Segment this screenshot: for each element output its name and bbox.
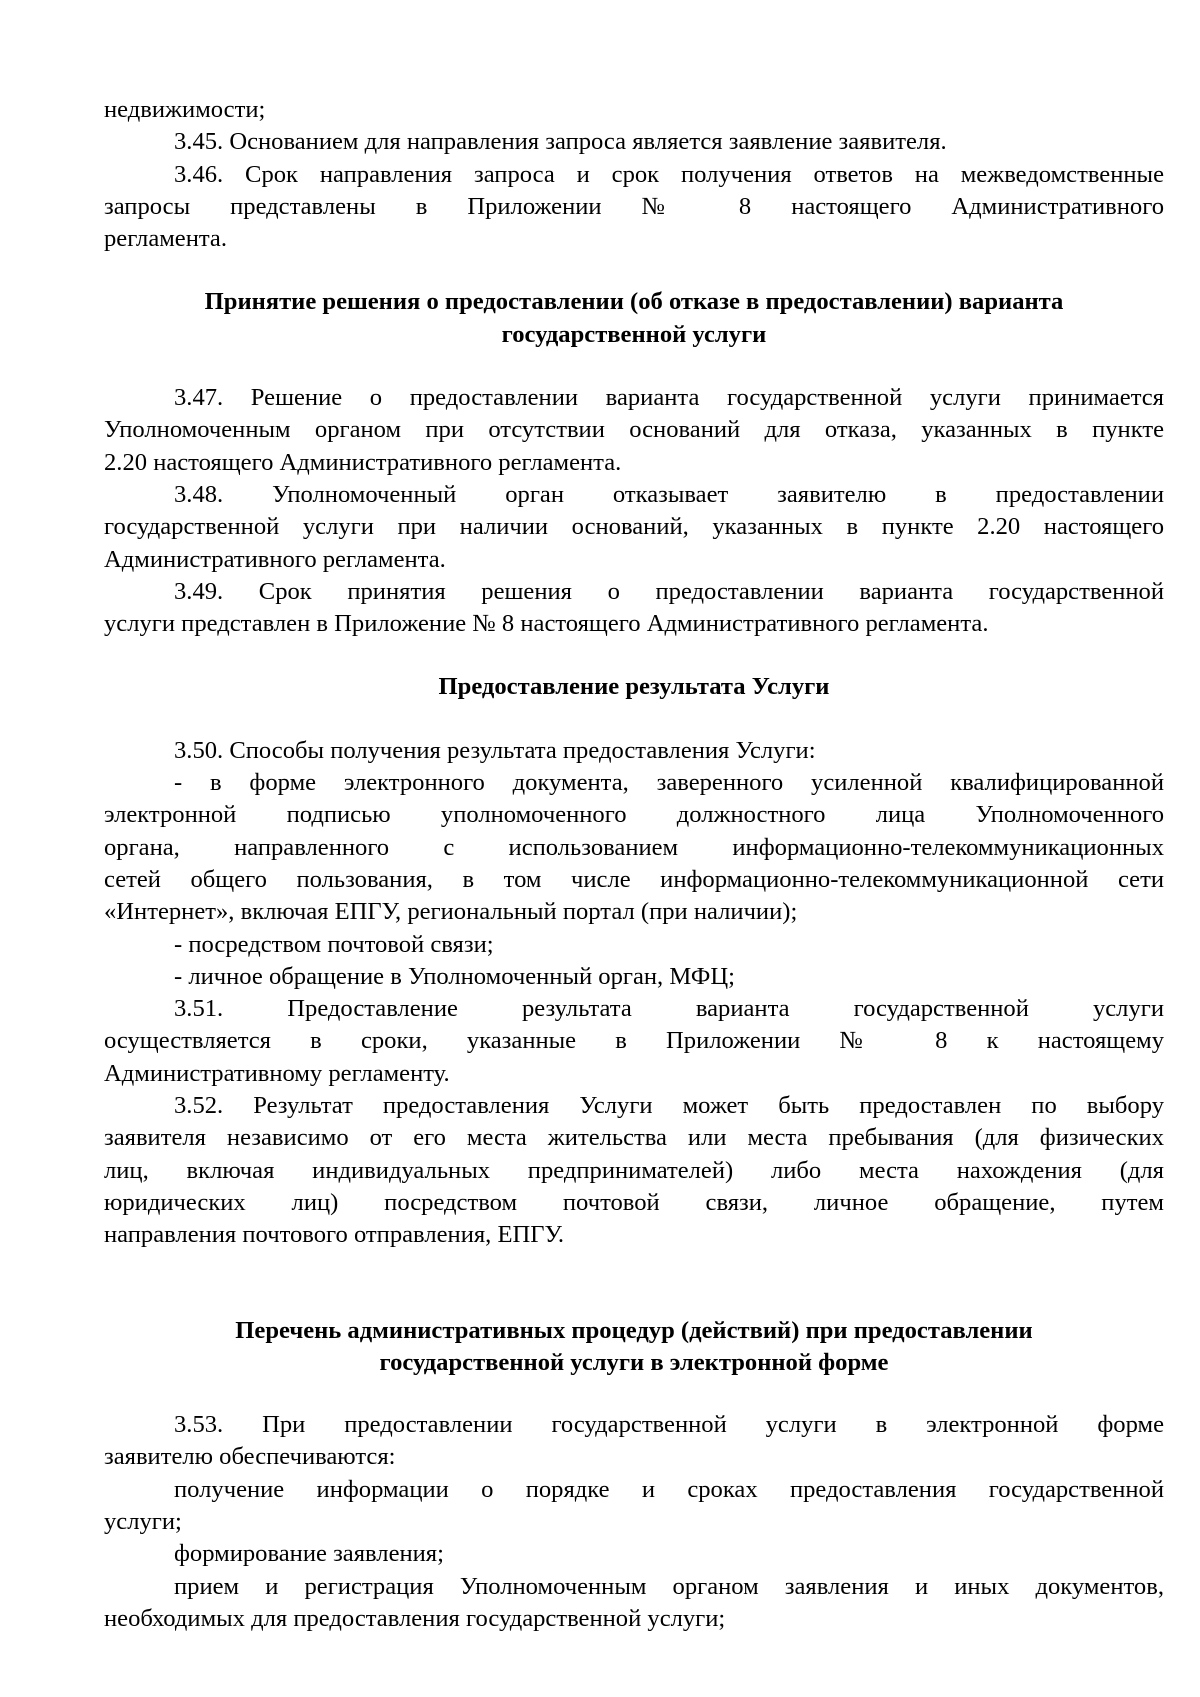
paragraph-line: Уполномоченным органом при отсутствии оснований для отказа, указанных в пункте: [104, 416, 1164, 444]
heading-line: государственной услуги в электронной форме: [379, 1348, 889, 1376]
paragraph-3-46: [104, 159, 1164, 256]
spacer: [104, 704, 1164, 735]
list-item-personal-visit: - личное обращение в Уполномоченный орган, МФЦ;: [174, 962, 735, 990]
paragraph-3-50: 3.50. Способы получения результата предоставления Услуги:: [174, 736, 816, 764]
spacer: [104, 1252, 1164, 1315]
document-body: [104, 94, 1164, 1635]
paragraph-line: получение информации о порядке и сроках предоставления государственной: [174, 1475, 1164, 1503]
paragraph-line: лиц, включая индивидуальных предпринимателей) либо места нахождения (для: [104, 1156, 1164, 1184]
paragraph-3-48: [104, 479, 1164, 576]
spacer: [104, 255, 1164, 286]
paragraph-line: услуги;: [104, 1507, 182, 1535]
paragraph-continuation: недвижимости;: [104, 96, 266, 123]
spacer: [104, 640, 1164, 671]
paragraph-3-53: [104, 1409, 1164, 1474]
paragraph-line: Административного регламента.: [104, 545, 446, 573]
section-heading-result: Предоставление результата Услуги: [438, 673, 830, 701]
paragraph-line: прием и регистрация Уполномоченным органом заявления и иных документов,: [174, 1572, 1164, 1600]
heading-line: Перечень административных процедур (действий) при предоставлении: [235, 1316, 1033, 1344]
spacer: [104, 1379, 1164, 1409]
paragraph-line: электронной подписью уполномоченного должностного лица Уполномоченного: [104, 801, 1164, 829]
paragraph-line: заявителя независимо от его места жительства или места пребывания (для физических: [104, 1124, 1164, 1152]
section-heading-decision: [104, 286, 1164, 351]
paragraph-line: регламента.: [104, 225, 227, 253]
paragraph-line: сетей общего пользования, в том числе информационно-телекоммуникационной сети: [104, 865, 1164, 893]
paragraph-3-49: [104, 576, 1164, 641]
paragraph-line: 2.20 настоящего Административного регламента.: [104, 448, 622, 476]
paragraph-line: 3.47. Решение о предоставлении варианта государственной услуги принимается: [174, 384, 1164, 412]
list-item-electronic-document: [104, 767, 1164, 928]
paragraph-3-47: [104, 382, 1164, 479]
paragraph-3-45: 3.45. Основанием для направления запроса является заявление заявителя.: [174, 128, 947, 156]
paragraph-line: запросы представлены в Приложении № 8 настоящего Административного: [104, 192, 1164, 220]
list-item-registration: [104, 1571, 1164, 1636]
paragraph-line: необходимых для предоставления государственной услуги;: [104, 1604, 726, 1632]
paragraph-line: заявителю обеспечиваются:: [104, 1443, 396, 1471]
spacer: [104, 351, 1164, 382]
paragraph-line: 3.53. При предоставлении государственной услуги в электронной форме: [174, 1411, 1164, 1439]
heading-line: государственной услуги: [501, 320, 767, 348]
paragraph-line: - в форме электронного документа, заверенного усиленной квалифицированной: [174, 769, 1164, 797]
paragraph-line: 3.52. Результат предоставления Услуги может быть предоставлен по выбору: [174, 1092, 1164, 1120]
paragraph-line: юридических лиц) посредством почтовой связи, личное обращение, путем: [104, 1188, 1164, 1216]
section-heading-procedures: [104, 1315, 1164, 1380]
paragraph-line: государственной услуги при наличии оснований, указанных в пункте 2.20 настоящего: [104, 513, 1164, 541]
paragraph-line: направления почтового отправления, ЕПГУ.: [104, 1221, 565, 1249]
paragraph-line: органа, направленного с использованием информационно-телекоммуникационных: [104, 833, 1164, 861]
paragraph-3-51: [104, 993, 1164, 1090]
paragraph-line: осуществляется в сроки, указанные в Приложении № 8 к настоящему: [104, 1027, 1164, 1055]
list-item-information: [104, 1474, 1164, 1539]
paragraph-line: 3.48. Уполномоченный орган отказывает заявителю в предоставлении: [174, 480, 1164, 508]
paragraph-line: 3.46. Срок направления запроса и срок получения ответов на межведомственные: [174, 160, 1164, 188]
paragraph-line: услуги представлен в Приложение № 8 настоящего Административного регламента.: [104, 610, 989, 638]
paragraph-3-52: [104, 1090, 1164, 1251]
list-item-application-form: формирование заявления;: [174, 1540, 444, 1568]
heading-line: Принятие решения о предоставлении (об отказе в предоставлении) варианта: [204, 288, 1064, 316]
paragraph-line: 3.51. Предоставление результата варианта государственной услуги: [174, 995, 1164, 1023]
paragraph-line: «Интернет», включая ЕПГУ, региональный портал (при наличии);: [104, 898, 798, 926]
paragraph-line: Административному регламенту.: [104, 1059, 450, 1087]
paragraph-line: 3.49. Срок принятия решения о предоставлении варианта государственной: [174, 577, 1164, 605]
list-item-postal: - посредством почтовой связи;: [174, 930, 494, 958]
